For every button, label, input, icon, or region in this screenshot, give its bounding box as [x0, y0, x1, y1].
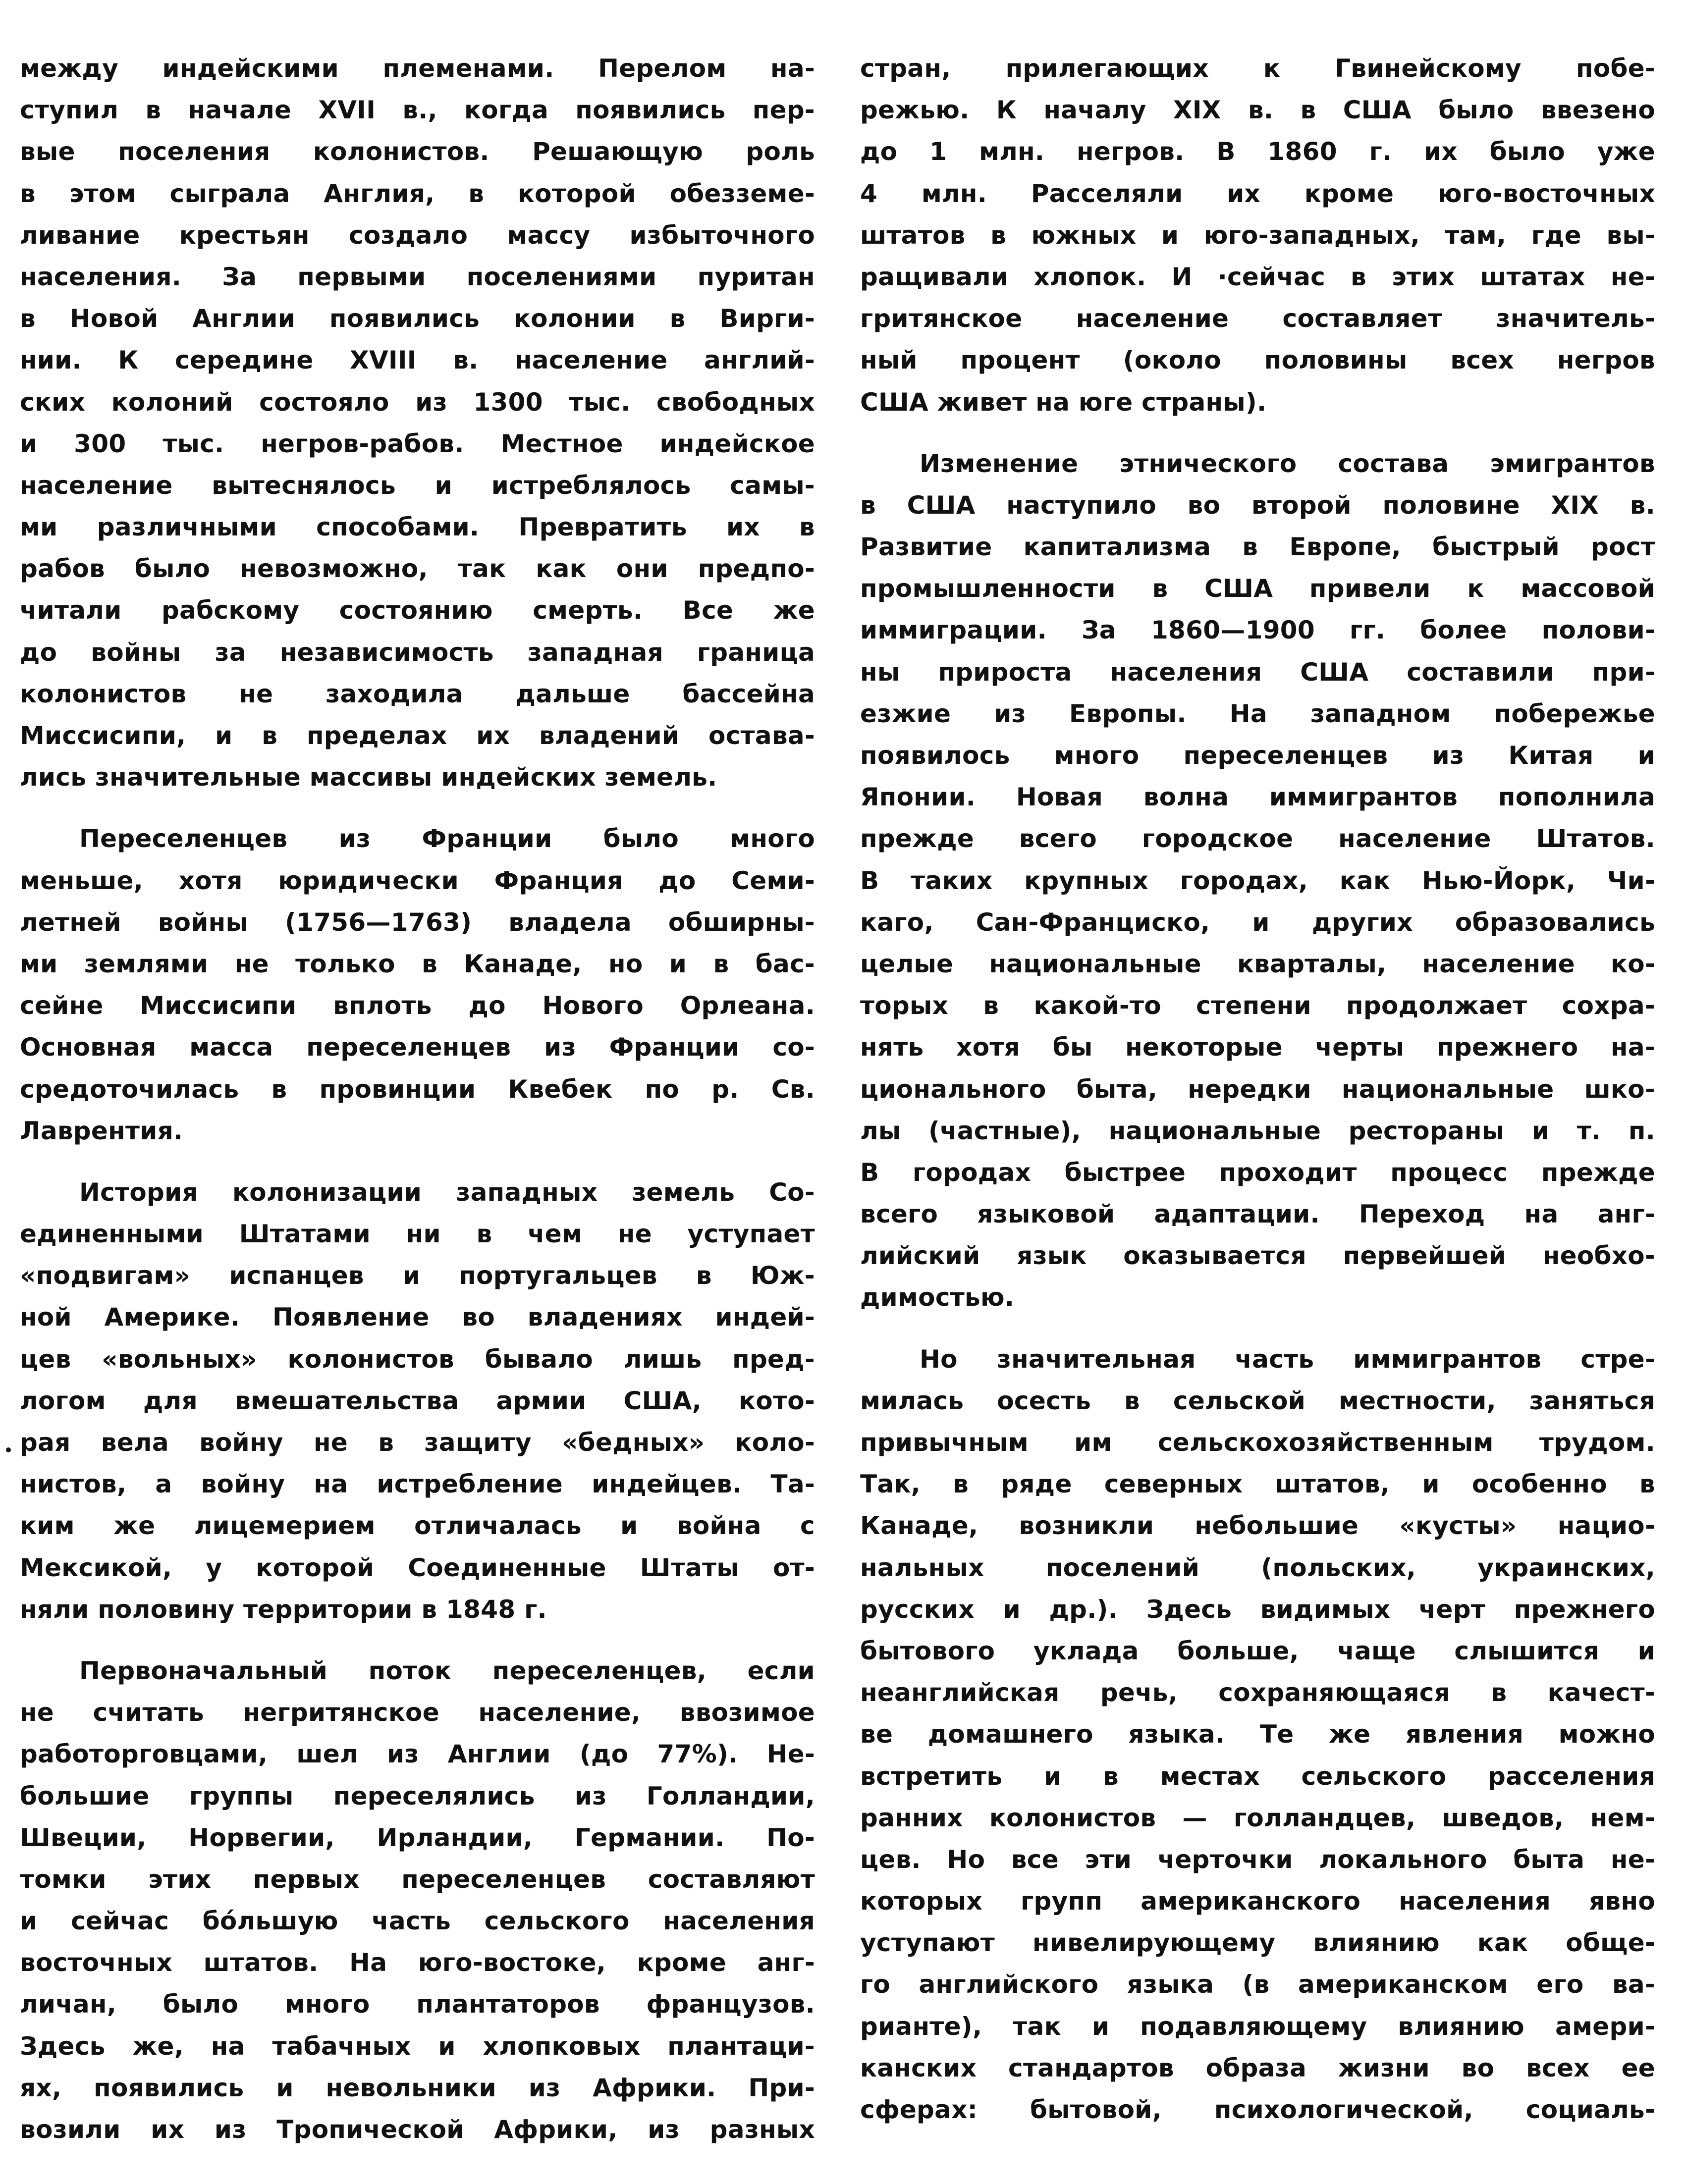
text-line: личан, было много плантаторов французов.: [20, 1990, 815, 2019]
text-line: милась осесть в сельской местности, заняться: [860, 1386, 1655, 1415]
text-line: колонистов не заходила дальше бассейна: [20, 679, 815, 708]
text-line: Но значительная часть иммигрантов стре-: [920, 1344, 1655, 1374]
text-line: в этом сыграла Англия, в которой обезземе-: [20, 179, 815, 208]
text-line: Японии. Новая волна иммигрантов пополнила: [860, 783, 1655, 812]
text-line: Изменение этнического состава эмигрантов: [920, 449, 1655, 478]
paragraph: [860, 1338, 1655, 2131]
text-line: восточных штатов. На юго-востоке, кроме анг-: [20, 1948, 815, 1977]
text-line: сейне Миссисипи вплоть до Нового Орлеана.: [20, 991, 815, 1020]
text-line: работорговцами, шел из Англии (до 77%). Не-: [20, 1740, 815, 1769]
text-line: ми землями не только в Канаде, но и в бас-: [20, 949, 815, 978]
text-line: ционального быта, нередки национальные шко-: [860, 1074, 1655, 1104]
text-line: большие группы переселялись из Голландии,: [20, 1781, 815, 1811]
text-line: логом для вмешательства армии США, кото-: [20, 1386, 815, 1415]
text-line: вые поселения колонистов. Решающую роль: [20, 137, 815, 166]
text-line: ступил в начале XVII в., когда появились пер-: [20, 96, 815, 125]
text-line: ве домашнего языка. Те же явления можно: [860, 1720, 1655, 1749]
text-line: и сейчас бóльшую часть сельского населения: [20, 1907, 815, 1936]
text-line: димостью.: [860, 1283, 1015, 1312]
text-line: до 1 млн. негров. В 1860 г. их было уже: [860, 137, 1655, 166]
text-line: режью. К началу XIX в. в США было ввезено: [860, 96, 1655, 125]
left-column: [20, 48, 815, 2170]
text-line: между индейскими племенами. Перелом на-: [20, 54, 815, 83]
text-line: езжие из Европы. На западном побережье: [860, 699, 1655, 728]
text-line: ны прироста населения США составили при-: [860, 657, 1655, 687]
text-line: Первоначальный поток переселенцев, если: [79, 1656, 815, 1685]
text-line: Основная масса переселенцев из Франции со-: [20, 1033, 815, 1062]
text-line: США живет на юге страны).: [860, 387, 1267, 417]
text-line: Швеции, Норвегии, Ирландии, Германии. По-: [20, 1823, 815, 1852]
text-line: нистов, а войну на истребление индейцев. Та-: [20, 1470, 815, 1499]
margin-mark: [6, 1447, 11, 1452]
text-line: лы (частные), национальные рестораны и т. п.: [860, 1116, 1655, 1145]
text-line: В городах быстрее проходит процесс прежде: [860, 1158, 1655, 1187]
paragraph: [860, 443, 1655, 1319]
text-line: штатов в южных и юго-западных, там, где вы-: [860, 220, 1655, 250]
text-line: которых групп американского населения явно: [860, 1887, 1655, 1916]
text-line: «подвигам» испанцев и португальцев в Юж-: [20, 1261, 815, 1290]
text-line: населения. За первыми поселениями пуритан: [20, 262, 815, 291]
text-line: каго, Сан-Франциско, и других образовались: [860, 907, 1655, 937]
text-line: В таких крупных городах, как Нью-Йорк, Чи-: [860, 866, 1655, 895]
text-line: стран, прилегающих к Гвинейскому побе-: [860, 54, 1655, 83]
text-line: неанглийская речь, сохраняющаяся в качест-: [860, 1678, 1655, 1707]
text-line: сферах: бытовой, психологической, социаль-: [860, 2095, 1655, 2124]
text-line: встретить и в местах сельского расселения: [860, 1761, 1655, 1791]
text-line: 4 млн. Расселяли их кроме юго-восточных: [860, 179, 1655, 208]
text-line: ким же лицемерием отличалась и война с: [20, 1511, 815, 1541]
text-line: Лаврентия.: [20, 1116, 183, 1145]
text-line: средоточилась в провинции Квебек по р. Св.: [20, 1074, 815, 1104]
paragraph: [860, 48, 1655, 423]
text-line: бытового уклада больше, чаще слышится и: [860, 1636, 1655, 1665]
text-line: русских и др.). Здесь видимых черт прежнего: [860, 1595, 1655, 1624]
text-line: нии. К середине XVIII в. население англий-: [20, 346, 815, 375]
text-line: ях, появились и невольники из Африки. При-: [20, 2073, 815, 2102]
text-line: Миссисипи, и в пределах их владений остава-: [20, 721, 815, 750]
text-line: всего языковой адаптации. Переход на анг-: [860, 1200, 1655, 1229]
paragraph: [20, 1650, 815, 2150]
text-line: не считать негритянское население, ввозимое: [20, 1698, 815, 1727]
text-line: читали рабскому состоянию смерть. Все же: [20, 596, 815, 625]
text-line: История колонизации западных земель Со-: [79, 1177, 815, 1207]
text-line: рианте), так и подавляющему влиянию амери-: [860, 2012, 1655, 2041]
text-line: лись значительные массивы индейских земель.: [20, 763, 717, 792]
text-line: торых в какой-то степени продолжает сохра-: [860, 991, 1655, 1020]
text-line: до войны за независимость западная граница: [20, 638, 815, 667]
text-line: няли половину территории в 1848 г.: [20, 1595, 547, 1624]
text-line: ный процент (около половины всех негров: [860, 346, 1655, 375]
paragraph: [20, 48, 815, 798]
paragraph: [20, 1172, 815, 1630]
text-line: возили их из Тропической Африки, из разных: [20, 2115, 815, 2144]
text-line: появилось много переселенцев из Китая и: [860, 741, 1655, 770]
text-line: канских стандартов образа жизни во всех ее: [860, 2053, 1655, 2082]
text-line: Так, в ряде северных штатов, и особенно в: [860, 1470, 1655, 1499]
text-line: цев «вольных» колонистов бывало лишь пред-: [20, 1344, 815, 1374]
text-line: ских колоний состояло из 1300 тыс. свободных: [20, 387, 815, 417]
text-line: Развитие капитализма в Европе, быстрый рост: [860, 533, 1655, 562]
text-line: промышленности в США привели к массовой: [860, 574, 1655, 603]
text-line: в Новой Англии появились колонии в Вирги-: [20, 304, 815, 333]
text-line: ливание крестьян создало массу избыточного: [20, 220, 815, 250]
text-line: привычным им сельскохозяйственным трудом.: [860, 1428, 1655, 1457]
text-line: ранних колонистов — голландцев, шведов, нем-: [860, 1803, 1655, 1832]
text-line: гритянское население составляет значитель-: [860, 304, 1655, 333]
right-column: [860, 48, 1655, 2150]
text-line: лийский язык оказывается первейшей необхо-: [860, 1241, 1655, 1271]
text-line: Переселенцев из Франции было много: [79, 824, 815, 853]
text-line: ращивали хлопок. И ·сейчас в этих штатах не-: [860, 262, 1655, 291]
text-line: единенными Штатами ни в чем не уступает: [20, 1220, 815, 1249]
text-line: прежде всего городское население Штатов.: [860, 824, 1655, 853]
text-line: иммиграции. За 1860—1900 гг. более полови-: [860, 616, 1655, 645]
text-line: рая вела войну не в защиту «бедных» коло-: [20, 1428, 815, 1457]
text-line: Мексикой, у которой Соединенные Штаты от-: [20, 1553, 815, 1582]
paragraph: [20, 818, 815, 1152]
text-line: целые национальные кварталы, население ко-: [860, 949, 1655, 978]
text-line: летней войны (1756—1763) владела обширны-: [20, 907, 815, 937]
text-line: ми различными способами. Превратить их в: [20, 513, 815, 542]
text-line: рабов было невозможно, так как они предпо-: [20, 554, 815, 584]
text-line: Здесь же, на табачных и хлопковых плантаци-: [20, 2031, 815, 2061]
text-line: в США наступило во второй половине XIX в.: [860, 490, 1655, 520]
text-line: томки этих первых переселенцев составляют: [20, 1864, 815, 1894]
text-line: цев. Но все эти черточки локального быта не-: [860, 1845, 1655, 1874]
text-line: Канаде, возникли небольшие «кусты» нацио-: [860, 1511, 1655, 1541]
text-line: и 300 тыс. негров-рабов. Местное индейское: [20, 429, 815, 458]
text-line: уступают нивелирующему влиянию как обще-: [860, 1928, 1655, 1958]
text-line: меньше, хотя юридически Франция до Семи-: [20, 866, 815, 895]
text-line: го английского языка (в американском его ва-: [860, 1970, 1655, 1999]
text-line: население вытеснялось и истреблялось самы-: [20, 471, 815, 500]
text-line: нять хотя бы некоторые черты прежнего на-: [860, 1033, 1655, 1062]
text-line: ной Америке. Появление во владениях индей-: [20, 1303, 815, 1332]
text-line: нальных поселений (польских, украинских,: [860, 1553, 1655, 1582]
